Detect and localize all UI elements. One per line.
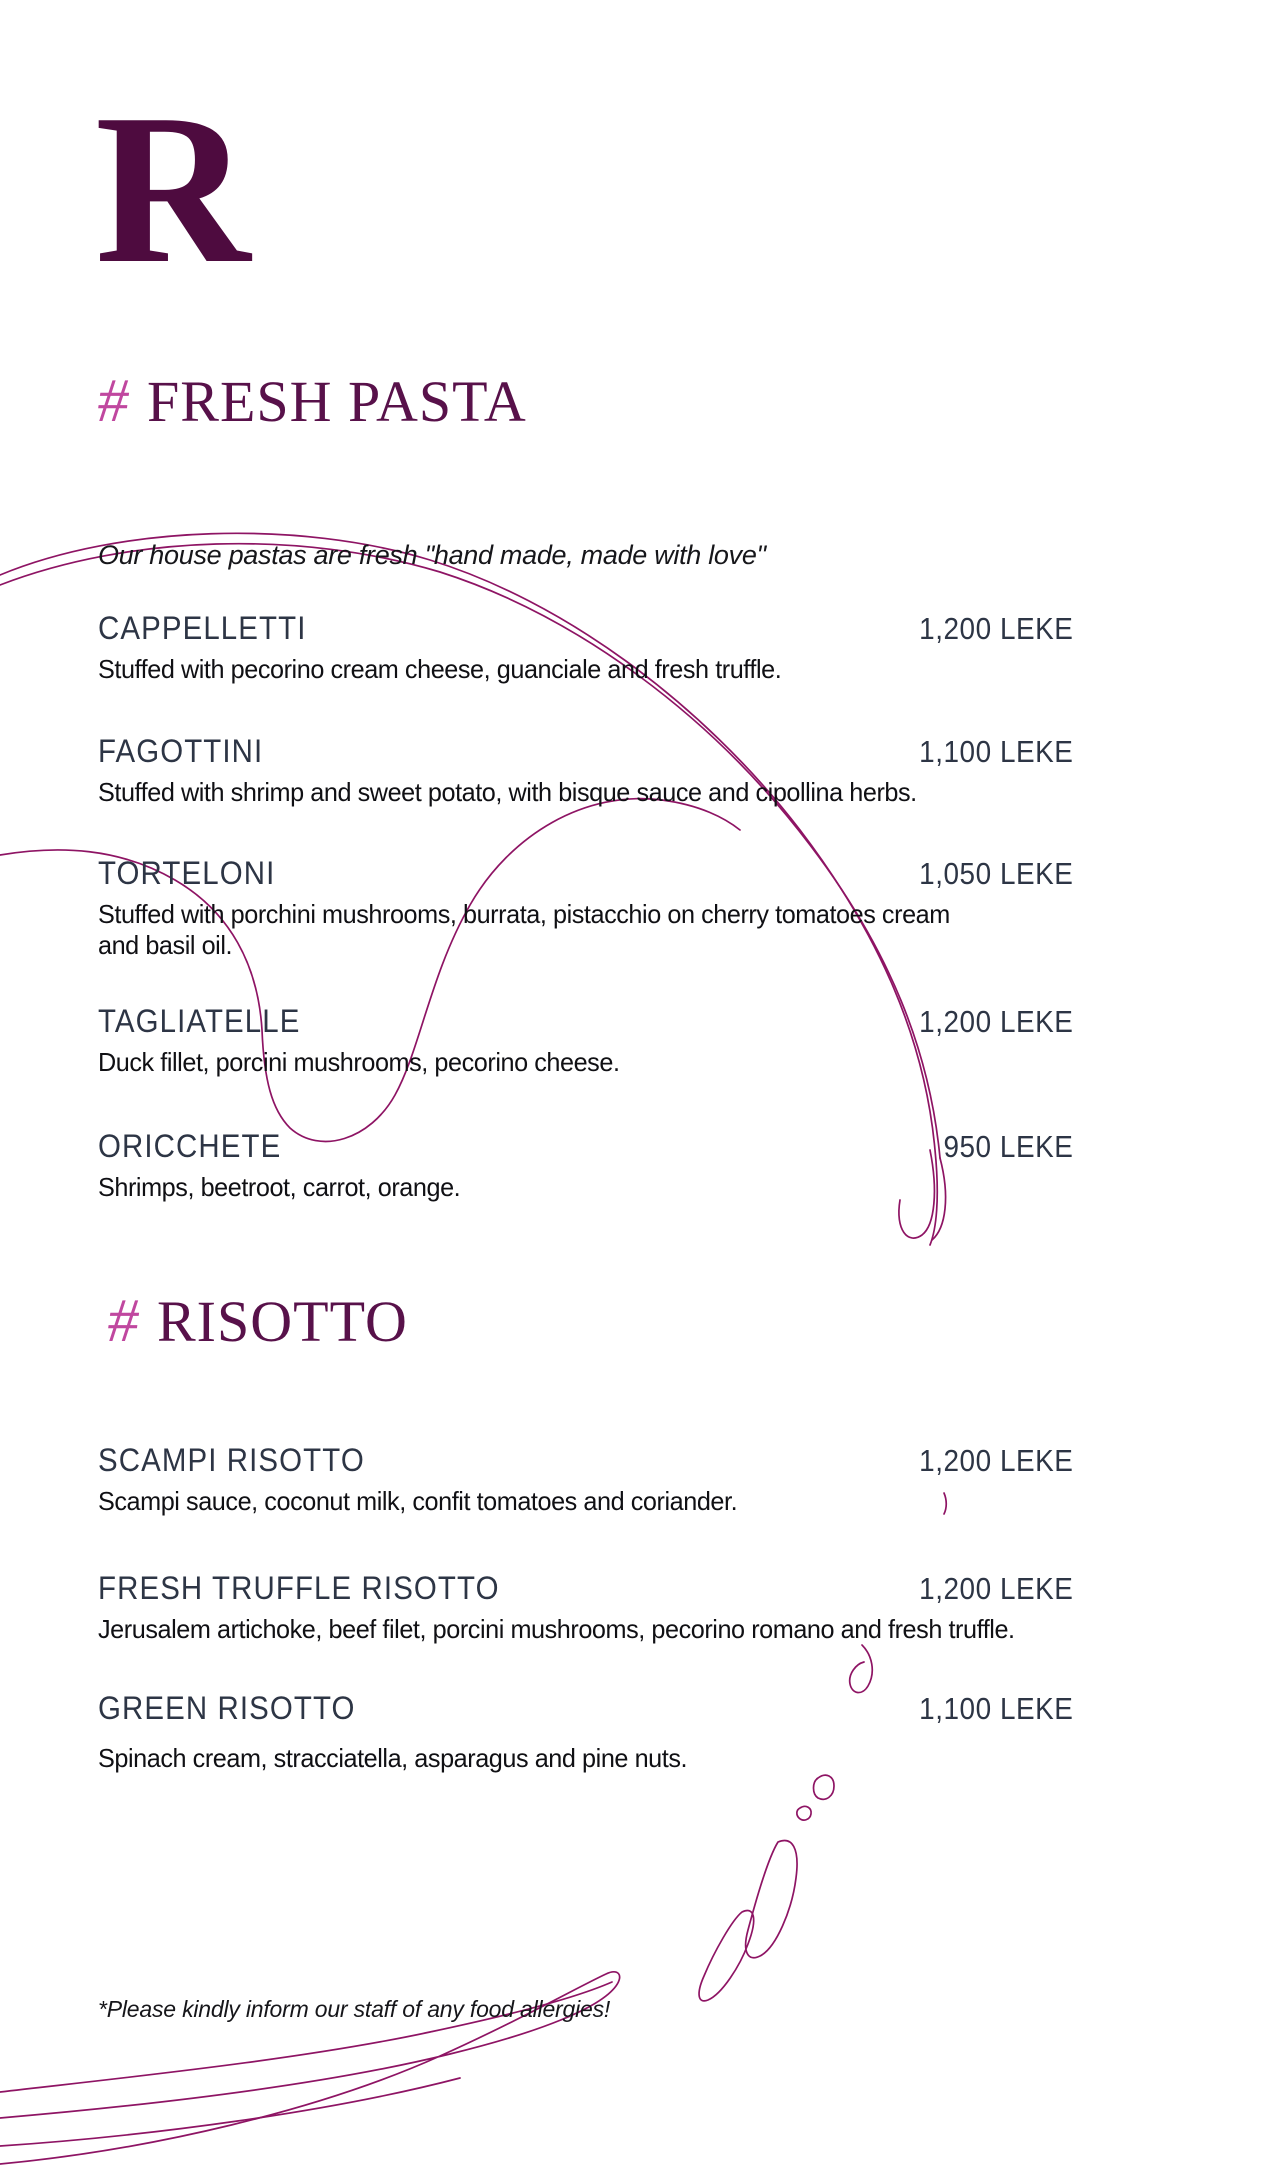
- menu-item: [98, 610, 1073, 685]
- menu-item-name: TORTELONI: [98, 855, 276, 891]
- menu-item-name: FRESH TRUFFLE RISOTTO: [98, 1570, 500, 1606]
- menu-item-description: Stuffed with shrimp and sweet potato, with bisque sauce and cipollina herbs.: [98, 777, 917, 807]
- menu-item-price: 1,050 LEKE: [918, 856, 1073, 891]
- section-heading-fresh-pasta: [93, 367, 527, 435]
- menu-item-price: 1,200 LEKE: [918, 1004, 1073, 1039]
- section-title: FRESH PASTA: [147, 369, 527, 434]
- menu-item-price: 1,200 LEKE: [918, 1571, 1073, 1606]
- menu-item-description: Spinach cream, stracciatella, asparagus and pine nuts.: [98, 1743, 688, 1773]
- menu-item: [98, 1442, 1073, 1517]
- menu-item-name: FAGOTTINI: [98, 733, 264, 769]
- section-tagline: Our house pastas are fresh "hand made, made with love": [98, 540, 766, 570]
- menu-item-name: CAPPELLETTI: [98, 610, 307, 646]
- menu-item: [98, 733, 1073, 808]
- section-title: RISOTTO: [157, 1289, 408, 1354]
- menu-item-price: 1,100 LEKE: [918, 1691, 1073, 1726]
- menu-item: [98, 1128, 1073, 1203]
- section-heading-risotto: [103, 1287, 408, 1355]
- hash-icon: #: [93, 367, 132, 435]
- logo-letter-r: R: [95, 69, 245, 308]
- menu-item: [98, 1570, 1073, 1645]
- menu-item-name: SCAMPI RISOTTO: [98, 1442, 365, 1478]
- menu-item-description: Stuffed with pecorino cream cheese, guanciale and fresh truffle.: [98, 654, 782, 684]
- menu-item-price: 1,100 LEKE: [918, 734, 1073, 769]
- menu-item-description: Stuffed with porchini mushrooms, burrata, pistacchio on cherry tomatoes cream and basil oil.: [98, 899, 950, 960]
- menu-item-name: TAGLIATELLE: [98, 1003, 301, 1039]
- menu-item-name: GREEN RISOTTO: [98, 1690, 356, 1726]
- menu-item-price: 950 LEKE: [943, 1129, 1073, 1164]
- menu-item: [98, 1003, 1073, 1078]
- brand-logo: [95, 69, 245, 308]
- menu-item-description: Jerusalem artichoke, beef filet, porcini mushrooms, pecorino romano and fresh truffle.: [98, 1614, 1015, 1644]
- menu-item-price: 1,200 LEKE: [918, 611, 1073, 646]
- menu-item-price: 1,200 LEKE: [918, 1443, 1073, 1478]
- menu-item-description: Duck fillet, porcini mushrooms, pecorino cheese.: [98, 1047, 620, 1077]
- menu-item: [98, 1690, 1073, 1774]
- menu-item: [98, 855, 1073, 960]
- allergy-note: *Please kindly inform our staff of any food allergies!: [98, 1996, 611, 2022]
- hash-icon: #: [103, 1287, 142, 1355]
- menu-item-description: Scampi sauce, coconut milk, confit tomatoes and coriander.: [98, 1486, 738, 1516]
- menu-item-description: Shrimps, beetroot, carrot, orange.: [98, 1172, 461, 1202]
- menu-item-name: ORICCHETE: [98, 1128, 282, 1164]
